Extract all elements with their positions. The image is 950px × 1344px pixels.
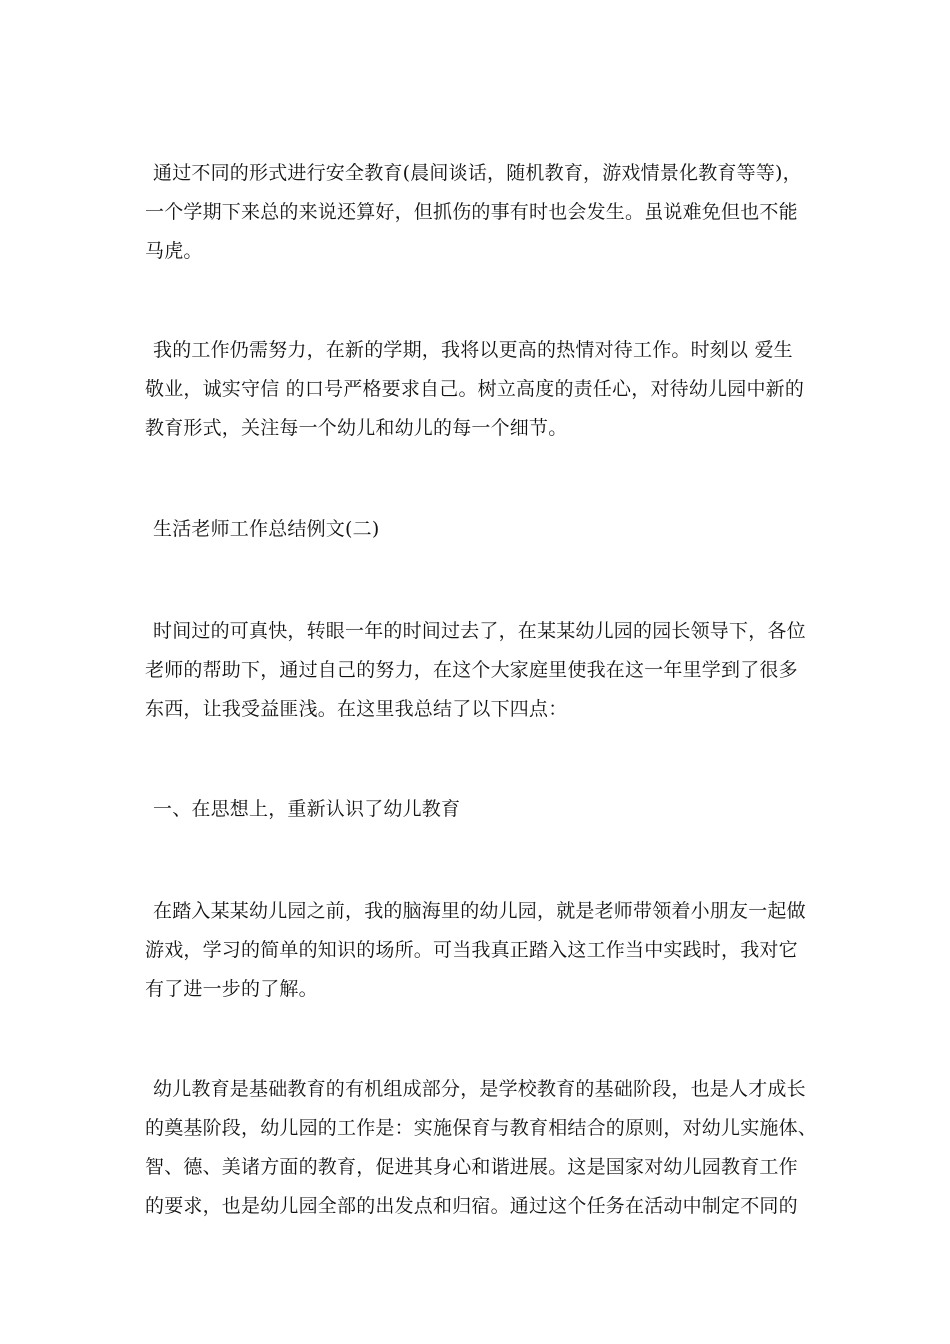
- paragraph-year-summary: [145, 612, 805, 729]
- text-line: 的奠基阶段，幼儿园的工作是：实施保育与教育相结合的原则，对幼儿实施体、: [145, 1117, 818, 1139]
- text-line: 东西，让我受益匪浅。在这里我总结了以下四点：: [145, 698, 568, 720]
- text-line: 马虎。: [145, 240, 203, 262]
- section-heading-point-one: [145, 790, 805, 829]
- paragraph-before-kindergarten: [145, 892, 805, 1009]
- text-line: 我的工作仍需努力，在新的学期，我将以更高的热情对待工作。时刻以 爱生: [153, 339, 793, 361]
- text-line: 时间过的可真快，转眼一年的时间过去了，在某某幼儿园的园长领导下，各位: [153, 620, 806, 642]
- text-line: 通过不同的形式进行安全教育(晨间谈话，随机教育，游戏情景化教育等等)，: [153, 162, 802, 184]
- paragraph-safety-education: [145, 154, 805, 271]
- text-line: 一个学期下来总的来说还算好，但抓伤的事有时也会发生。虽说难免但也不能: [145, 201, 798, 223]
- paragraph-work-effort: [145, 331, 805, 448]
- text-line: 智、德、美诸方面的教育，促进其身心和谐进展。这是国家对幼儿园教育工作: [145, 1156, 798, 1178]
- text-line: 敬业，诚实守信 的口号严格要求自己。树立高度的责任心，对待幼儿园中新的: [145, 378, 805, 400]
- text-line: 老师的帮助下，通过自己的努力，在这个大家庭里使我在这一年里学到了很多: [145, 659, 798, 681]
- text-line: 的要求，也是幼儿园全部的出发点和归宿。通过这个任务在活动中制定不同的: [145, 1195, 798, 1217]
- text-line: 教育形式，关注每一个幼儿和幼儿的每一个细节。: [145, 417, 568, 439]
- section-heading-example-two: [145, 510, 805, 549]
- text-line: 一、在思想上，重新认识了幼儿教育: [153, 798, 461, 820]
- text-line: 幼儿教育是基础教育的有机组成部分，是学校教育的基础阶段，也是人才成长: [153, 1078, 806, 1100]
- text-line: 游戏，学习的简单的知识的场所。可当我真正踏入这工作当中实践时，我对它: [145, 939, 798, 961]
- text-line: 有了进一步的了解。: [145, 978, 318, 1000]
- text-line: 生活老师工作总结例文(二): [153, 518, 380, 540]
- paragraph-early-education: [145, 1070, 818, 1226]
- text-line: 在踏入某某幼儿园之前，我的脑海里的幼儿园，就是老师带领着小朋友一起做: [153, 900, 806, 922]
